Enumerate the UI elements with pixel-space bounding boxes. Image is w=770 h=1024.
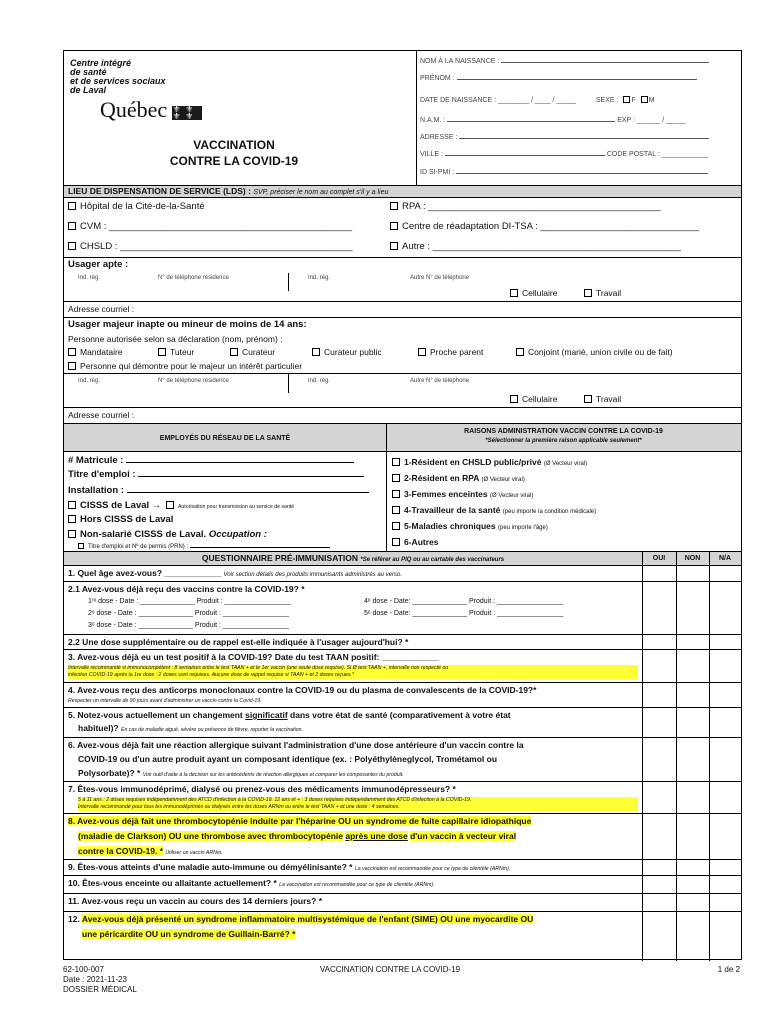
cellulaire-checkbox[interactable]: Cellulaire (510, 288, 557, 299)
prn-field[interactable]: Titre d'emploi et Nº de permis (PRN) : (78, 543, 330, 551)
tuteur-checkbox[interactable]: Tuteur (158, 347, 194, 358)
courriel-field[interactable]: Adresse courriel : (68, 410, 135, 420)
questionnaire-title: QUESTIONNAIRE PRÉ-IMMUNISATION *Se référer au PIQ ou au cartable des vaccinateurs (201, 553, 505, 563)
form-code: 62-100-007 (63, 965, 104, 974)
question-3: 3. Avez-vous déjà eu un test positif à la COVID-19? Date du test TAAN positif: ____________ (68, 652, 439, 662)
question-12: 12. Avez-vous déjà présenté un syndrome inflammatoire multisystémique de l'enfant (SIME) OU une myocardite OU (68, 914, 534, 924)
personne-autorisee-label: Personne autorisée selon sa déclaration (nom, prénom) : (68, 334, 283, 344)
lds-cvm-option[interactable]: CVM : ______________________________________________ (68, 221, 352, 233)
question-4: 4. Avez-vous reçu des anticorps monoclonaux contre la COVID-19 ou du plasma de convalescents de la COVID-19?* (68, 685, 537, 695)
lds-hopital-option[interactable]: Hôpital de la Cité-de-la-Santé (68, 201, 205, 213)
ddn-field[interactable]: DATE DE NAISSANCE : ________ / ____ / _____ SEXE : F M (420, 97, 655, 104)
col-na-header: N/A (718, 555, 732, 562)
form-date: Date : 2021-11-23 (63, 975, 127, 984)
cellulaire-checkbox[interactable]: Cellulaire (510, 394, 557, 405)
question-4-note: Respecter un intervalle de 90 jours avant d'administrer un vaccin contre la Covid-19. (68, 698, 262, 704)
raison-option[interactable]: 6-Autres (392, 537, 438, 548)
org-line: et de services sociaux (70, 76, 166, 86)
ind-reg-label: Ind. rég. (78, 275, 101, 281)
cisss-laval-checkbox[interactable]: CISSS de Laval → Autorisation pour transmission au service de santé (68, 500, 294, 512)
col-oui-header: OUI (652, 555, 666, 562)
courriel-field[interactable]: Adresse courriel : (68, 304, 135, 314)
installation-field[interactable]: Installation : (68, 485, 369, 497)
nom-field[interactable]: NOM À LA NAISSANCE : (420, 57, 738, 74)
lds-centre-option[interactable]: Centre de réadaptation DI-TSA : ______________________________ (390, 221, 699, 233)
org-line: Centre intégré (70, 58, 132, 68)
question-6: 6. Avez-vous déjà fait une réaction allergique suivant l'administration d'une dose antérieure d'un vaccin contre la (68, 740, 524, 750)
ind-reg-label: Ind. rég. (308, 275, 331, 281)
id-field[interactable]: ID SI-PMI : (420, 168, 738, 177)
question-6-cont: COVID-19 ou d'un autre produit ayant un composant identique (ex. : Polyéthylèneglycol, Trométamol ou (78, 754, 498, 764)
sexe-f-checkbox[interactable] (623, 96, 630, 103)
majeur-inapte-title: Usager majeur inapte ou mineur de moins de 14 ans: (68, 319, 307, 330)
quebec-wordmark: Québec (100, 97, 168, 122)
raison-option[interactable]: 5-Maladies chroniques (peu importe l'âge) (392, 521, 548, 532)
raison-option[interactable]: 4-Travailleur de la santé (peu importe la condition médicale) (392, 505, 596, 516)
titre-emploi-field[interactable]: Titre d'emploi : (68, 469, 364, 481)
dose-2-field[interactable]: 2ᵉ dose - Date : ______________ Produit : _________________ (88, 610, 290, 617)
usager-apte-title: Usager apte : (68, 259, 129, 270)
travail-checkbox[interactable]: Travail (584, 394, 621, 405)
org-logo (70, 59, 166, 95)
question-7: 7. Êtes-vous immunodéprimé, dialysé ou prenez-vous des médicaments immunodépresseurs? * (68, 784, 456, 794)
tel-res-label: N° de téléphone résidence (158, 275, 229, 281)
adresse-field[interactable]: ADRESSE : (420, 133, 738, 150)
prenom-field[interactable]: PRÉNOM : (420, 74, 738, 96)
dose-5-field[interactable]: 5ᵉ dose - Date: ______________ Produit : _________________ (364, 610, 564, 617)
curateur-public-checkbox[interactable]: Curateur public (312, 347, 382, 358)
question-10: 10. Êtes-vous enceinte ou allaitante actuellement? * La vaccination est recommandée pour ce type de clientèle (ARNm). (68, 878, 435, 888)
ville-field[interactable]: VILLE : CODE POSTAL : ____________ (420, 151, 709, 158)
dose-4-field[interactable]: 4ᵉ dose - Date: ______________ Produit : _________________ (364, 598, 564, 605)
interet-particulier-checkbox[interactable]: Personne qui démontre pour le majeur un intérêt particulier (68, 361, 302, 372)
lds-rpa-option[interactable]: RPA : ____________________________________________ (390, 201, 661, 213)
raison-option[interactable]: 1-Résident en CHSLD public/privé (Ø Vecteur viral) (392, 457, 587, 468)
lds-autre-option[interactable]: Autre : _______________________________________________ (390, 241, 681, 253)
raison-option[interactable]: 2-Résident en RPA (Ø Vecteur viral) (392, 473, 525, 484)
question-8-cont: contre la COVID-19. * Utiliser un vaccin ARNm. (78, 846, 223, 856)
fleur-de-lys-flag-icon (172, 106, 202, 120)
raison-option[interactable]: 3-Femmes enceintes (Ø Vecteur viral) (392, 489, 533, 500)
matricule-field[interactable]: # Matricule : (68, 455, 354, 467)
dose-1-field[interactable]: 1ʳᵉ dose - Date : ______________ Produit : _________________ (88, 598, 291, 605)
question-5: 5. Notez-vous actuellement un changement significatif dans votre état de santé (comparativement à votre état (68, 710, 511, 720)
question-12-cont: une péricardite OU un syndrome de Guillain-Barré? * (82, 929, 296, 939)
org-line: de santé (70, 67, 107, 77)
question-6-cont: Polysorbate)? * Voir outil d'aide à la décision sur les antécédents de réaction allergiques et comparer les composantes du produit. (78, 768, 404, 778)
lds-chsld-option[interactable]: CHSLD : ____________________________________________ (68, 241, 353, 253)
org-line: de Laval (70, 85, 107, 95)
curateur-checkbox[interactable]: Curateur (230, 347, 275, 358)
hors-cisss-checkbox[interactable]: Hors CISSS de Laval (68, 514, 173, 526)
question-1: 1. Quel âge avez-vous? ____________ Voir section détails des produits immunisants administrés au verso. (68, 568, 403, 578)
question-9: 9. Êtes-vous atteints d'une maladie auto-immune ou démyélinisante? * La vaccination est recommandée pour ce type de clientèle (ARNm). (68, 862, 511, 872)
proche-parent-checkbox[interactable]: Proche parent (418, 347, 483, 358)
quebec-logo (100, 97, 202, 123)
form-title-line2: CONTRE LA COVID-19 (169, 154, 299, 168)
col-non-header: NON (684, 555, 701, 562)
question-11: 11. Avez-vous reçu un vaccin au cours des 14 derniers jours? * (68, 896, 322, 906)
dose-3-field[interactable]: 3ᵉ dose - Date : ______________ Produit : _________________ (88, 622, 290, 629)
covid-vaccination-form (63, 50, 742, 960)
raisons-subtitle: *Sélectionner la première raison applicable seulement* (485, 438, 642, 444)
page-number: 1 de 2 (717, 965, 740, 974)
ind-reg-label: Ind. rég. (308, 378, 331, 384)
ind-reg-label: Ind. rég. (78, 378, 101, 384)
autre-tel-label: Autre N° de téléphone (410, 378, 470, 384)
dossier-label: DOSSIER MÉDICAL (63, 985, 137, 994)
autre-tel-label: Autre N° de téléphone (410, 275, 470, 281)
patient-fields (420, 57, 738, 177)
tel-res-label: N° de téléphone résidence (158, 378, 229, 384)
travail-checkbox[interactable]: Travail (584, 288, 621, 299)
footer-center: VACCINATION CONTRE LA COVID-19 (319, 965, 461, 974)
sexe-m-checkbox[interactable] (641, 96, 648, 103)
question-8-cont: (maladie de Clarkson) OU une thrombose avec thrombocytopénie après une dose d'un vaccin à vecteur viral (78, 831, 517, 841)
question-7-note: 5 à 11 ans : 2 doses requises indépendamment des ATCD d'infection à la COVID-19. 12 ans et + : 3 doses requises indépendamment des ATCD d'infection à la COVID-19. Intervalle recommandé pour tous les immunodéprimés ou dialysés entre les doses ARNm ou entre le test TAAN + et une dose : 4 semaines. (78, 797, 638, 811)
non-salarie-checkbox[interactable]: Non-salarié CISSS de Laval. Occupation : (68, 529, 267, 541)
employes-title: EMPLOYÉS DU RÉSEAU DE LA SANTÉ (159, 435, 291, 442)
mandataire-checkbox[interactable]: Mandataire (68, 347, 123, 358)
question-3-note: Intervalle recommandé si immunocompétent : 8 semaines entre le test TAAN + et le 1er vaccin (une seule dose requise). Si Ø test TAAN +, intervalle non respecté ou infection COVID-19 après la 1re dose : 2 doses sont requises. Aucune dose de rappel requise si TAAN + et 2 doses reçues.* (68, 665, 638, 679)
question-8: 8. Avez-vous déjà fait une thrombocytopénie induite par l'héparine OU un syndrome de fuite capillaire idiopathique (68, 816, 532, 826)
footer-left (63, 965, 137, 995)
lds-header: LIEU DE DISPENSATION DE SERVICE (LDS) : SVP, préciser le nom au complet s'il y a lieu (64, 186, 741, 197)
conjoint-checkbox[interactable]: Conjoint (marié, union civile ou de fait) (516, 347, 673, 358)
raisons-title: RAISONS ADMINISTRATION VACCIN CONTRE LA COVID-19 (464, 428, 663, 435)
question-2-2: 2.2 Une dose supplémentaire ou de rappel est-elle indiquée à l'usager aujourd'hui? * (68, 637, 409, 647)
nam-field[interactable]: N.A.M. : EXP : ______ / _____ (420, 117, 686, 124)
question-2-1: 2.1 Avez-vous déjà reçu des vaccins contre la COVID-19? * (68, 584, 305, 594)
question-5-cont: habituel)? En cas de maladie aiguë, sévère ou présence de fièvre, reporter la vaccination. (78, 723, 303, 733)
form-title-line1: VACCINATION (193, 138, 275, 152)
autorisation-checkbox[interactable] (166, 501, 174, 509)
